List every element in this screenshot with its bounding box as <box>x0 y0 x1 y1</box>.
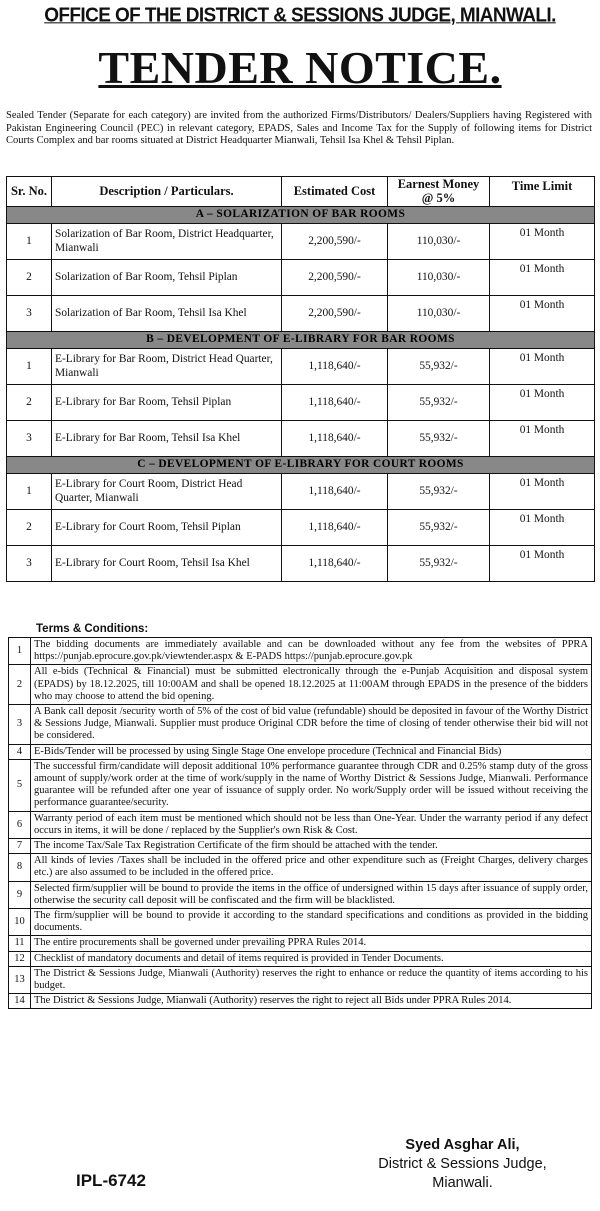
term-number: 6 <box>9 811 31 838</box>
cell-desc: Solarization of Bar Room, Tehsil Piplan <box>52 260 282 296</box>
term-row <box>9 811 592 838</box>
signatory-place: Mianwali. <box>432 1175 493 1191</box>
cell-sr: 3 <box>7 546 52 582</box>
cell-time: 01 Month <box>490 474 595 510</box>
term-text: E-Bids/Tender will be processed by using Single Stage One envelope procedure (Technical and Financial Bids) <box>31 744 592 759</box>
cell-sr: 2 <box>7 385 52 421</box>
cell-sr: 1 <box>7 474 52 510</box>
term-number: 14 <box>9 994 31 1009</box>
cell-earnest: 55,932/- <box>388 349 490 385</box>
section-c-header <box>7 457 595 474</box>
term-text: All e-bids (Technical & Financial) must be submitted electronically through the e-Punjab Acquisition and disposal system (EPADS) by 18.12.2025, till 10:00AM and shall be opened 18.12.2025 at 11:00AM through EPADS in the presence of the bidders who may choose to attend the bid opening. <box>31 665 592 705</box>
cell-cost: 1,118,640/- <box>282 385 388 421</box>
term-row <box>9 744 592 759</box>
cell-sr: 3 <box>7 296 52 332</box>
table-header-row <box>7 177 595 207</box>
cell-earnest: 55,932/- <box>388 474 490 510</box>
term-row <box>9 854 592 881</box>
ipl-number: IPL-6742 <box>76 1171 146 1190</box>
section-title: B – DEVELOPMENT OF E-LIBRARY FOR BAR ROOMS <box>7 332 595 349</box>
cell-desc: Solarization of Bar Room, District Headquarter, Mianwali <box>52 224 282 260</box>
table-row <box>7 546 595 582</box>
cell-earnest: 55,932/- <box>388 546 490 582</box>
header-earnest: Earnest Money @ 5% <box>388 177 490 207</box>
term-row <box>9 759 592 811</box>
cell-earnest: 110,030/- <box>388 260 490 296</box>
cell-cost: 1,118,640/- <box>282 421 388 457</box>
terms-table <box>8 637 592 1009</box>
term-number: 9 <box>9 881 31 908</box>
term-text: The bidding documents are immediately available and can be downloaded without any fee from the websites of PPRA https://punjab.eprocure.gov.pk/viewtender.aspx & E-PADS https://punjab.eprocure.gov.pk <box>31 638 592 665</box>
term-text: The firm/supplier will be bound to provide it according to the standard specifications and conditions as provided in the bidding documents. <box>31 909 592 936</box>
table-row <box>7 260 595 296</box>
section-title: C – DEVELOPMENT OF E-LIBRARY FOR COURT ROOMS <box>7 457 595 474</box>
term-text: A Bank call deposit /security worth of 5% of the cost of bid value (refundable) should be deposited in favour of the Worthy District & Sessions Judge, Mianwali. Supplier must produce Original CDR before the time of closing of tender otherwise their bid will not be considered. <box>31 705 592 745</box>
cell-sr: 1 <box>7 224 52 260</box>
term-number: 4 <box>9 744 31 759</box>
term-text: Warranty period of each item must be mentioned which should not be less than One-Year. Under the warranty period if any defect occurs in items, it will be done / replaced by the Supplier's own Risk & Cost. <box>31 811 592 838</box>
cell-desc: E-Library for Bar Room, Tehsil Piplan <box>52 385 282 421</box>
term-text: Checklist of mandatory documents and detail of items required is provided in Tender Documents. <box>31 951 592 966</box>
cell-time: 01 Month <box>490 296 595 332</box>
table-row <box>7 421 595 457</box>
term-row <box>9 665 592 705</box>
signature-block <box>330 1136 595 1193</box>
cell-time: 01 Month <box>490 260 595 296</box>
cell-time: 01 Month <box>490 224 595 260</box>
cell-cost: 1,118,640/- <box>282 474 388 510</box>
cell-desc: E-Library for Bar Room, District Head Quarter, Mianwali <box>52 349 282 385</box>
cell-desc: E-Library for Bar Room, Tehsil Isa Khel <box>52 421 282 457</box>
table-row <box>7 224 595 260</box>
section-b-header <box>7 332 595 349</box>
header-cost: Estimated Cost <box>282 177 388 207</box>
intro-paragraph: Sealed Tender (Separate for each category) are invited from the authorized Firms/Distributors/ Dealers/Suppliers having Registered with Pakistan Engineering Council (PEC) in relevant category, EPADS, Sales and Income Tax for the Supply of following items for District Courts Complex and bar rooms situated at District Headquarter Mianwali, Tehsil Isa Khel & Tehsil Piplan. <box>6 110 592 146</box>
term-text: The District & Sessions Judge, Mianwali (Authority) reserves the right to reject all Bids under PPRA Rules 2014. <box>31 994 592 1009</box>
cell-time: 01 Month <box>490 349 595 385</box>
table-row <box>7 385 595 421</box>
term-number: 1 <box>9 638 31 665</box>
table-row <box>7 474 595 510</box>
term-row <box>9 936 592 951</box>
signatory-designation: District & Sessions Judge, <box>378 1156 547 1172</box>
term-text: The entire procurements shall be governed under prevailing PPRA Rules 2014. <box>31 936 592 951</box>
term-row <box>9 839 592 854</box>
cell-earnest: 55,932/- <box>388 421 490 457</box>
term-number: 11 <box>9 936 31 951</box>
term-number: 2 <box>9 665 31 705</box>
header-sr: Sr. No. <box>7 177 52 207</box>
term-text: The District & Sessions Judge, Mianwali (Authority) reserves the right to enhance or reduce the quantity of items according to his budget. <box>31 966 592 993</box>
cell-time: 01 Month <box>490 510 595 546</box>
term-number: 5 <box>9 759 31 811</box>
cell-sr: 2 <box>7 510 52 546</box>
cell-cost: 1,118,640/- <box>282 510 388 546</box>
section-a-header <box>7 207 595 224</box>
table-row <box>7 510 595 546</box>
cell-earnest: 55,932/- <box>388 510 490 546</box>
header-time: Time Limit <box>490 177 595 207</box>
term-number: 3 <box>9 705 31 745</box>
term-text: The income Tax/Sale Tax Registration Certificate of the firm should be attached with the tender. <box>31 839 592 854</box>
cell-cost: 1,118,640/- <box>282 349 388 385</box>
cell-time: 01 Month <box>490 546 595 582</box>
cell-time: 01 Month <box>490 421 595 457</box>
cell-cost: 2,200,590/- <box>282 296 388 332</box>
term-row <box>9 951 592 966</box>
office-heading: OFFICE OF THE DISTRICT & SESSIONS JUDGE, MIANWALI. <box>44 4 556 27</box>
cell-desc: Solarization of Bar Room, Tehsil Isa Khel <box>52 296 282 332</box>
term-row <box>9 705 592 745</box>
terms-title: Terms & Conditions: <box>36 623 149 635</box>
term-number: 12 <box>9 951 31 966</box>
table-row <box>7 349 595 385</box>
cell-cost: 2,200,590/- <box>282 224 388 260</box>
cell-sr: 3 <box>7 421 52 457</box>
term-row <box>9 966 592 993</box>
term-row <box>9 881 592 908</box>
cell-cost: 2,200,590/- <box>282 260 388 296</box>
cell-desc: E-Library for Court Room, District Head Quarter, Mianwali <box>52 474 282 510</box>
header-desc: Description / Particulars. <box>52 177 282 207</box>
cell-earnest: 55,932/- <box>388 385 490 421</box>
cell-sr: 1 <box>7 349 52 385</box>
term-text: Selected firm/supplier will be bound to provide the items in the office of undersigned within 15 days after issuance of supply order, otherwise the security call deposit will be confiscated and the firm will be blacklisted. <box>31 881 592 908</box>
term-number: 13 <box>9 966 31 993</box>
term-row <box>9 638 592 665</box>
cell-cost: 1,118,640/- <box>282 546 388 582</box>
items-table <box>6 176 595 582</box>
cell-earnest: 110,030/- <box>388 296 490 332</box>
cell-earnest: 110,030/- <box>388 224 490 260</box>
signatory-name: Syed Asghar Ali, <box>405 1137 520 1153</box>
term-number: 8 <box>9 854 31 881</box>
term-number: 7 <box>9 839 31 854</box>
page-title: TENDER NOTICE. <box>98 42 502 93</box>
cell-sr: 2 <box>7 260 52 296</box>
term-row <box>9 909 592 936</box>
term-text: All kinds of levies /Taxes shall be included in the offered price and other expenditure such as (Freight Charges, delivery charges etc.) are also assumed to be included in the offered price. <box>31 854 592 881</box>
term-row <box>9 994 592 1009</box>
section-title: A – SOLARIZATION OF BAR ROOMS <box>7 207 595 224</box>
cell-desc: E-Library for Court Room, Tehsil Piplan <box>52 510 282 546</box>
cell-time: 01 Month <box>490 385 595 421</box>
table-row <box>7 296 595 332</box>
cell-desc: E-Library for Court Room, Tehsil Isa Khel <box>52 546 282 582</box>
term-text: The successful firm/candidate will deposit additional 10% performance guarantee through CDR and 0.25% stamp duty of the gross amount of supply/work order at the time of work/supply in the name of Worthy District & Sessions Judge, Mianwali. Performance guarantee will be refunded after one year of issuance of supply order. No work/Supply order will be issued without receiving the performance guarantee/security. <box>31 759 592 811</box>
term-number: 10 <box>9 909 31 936</box>
